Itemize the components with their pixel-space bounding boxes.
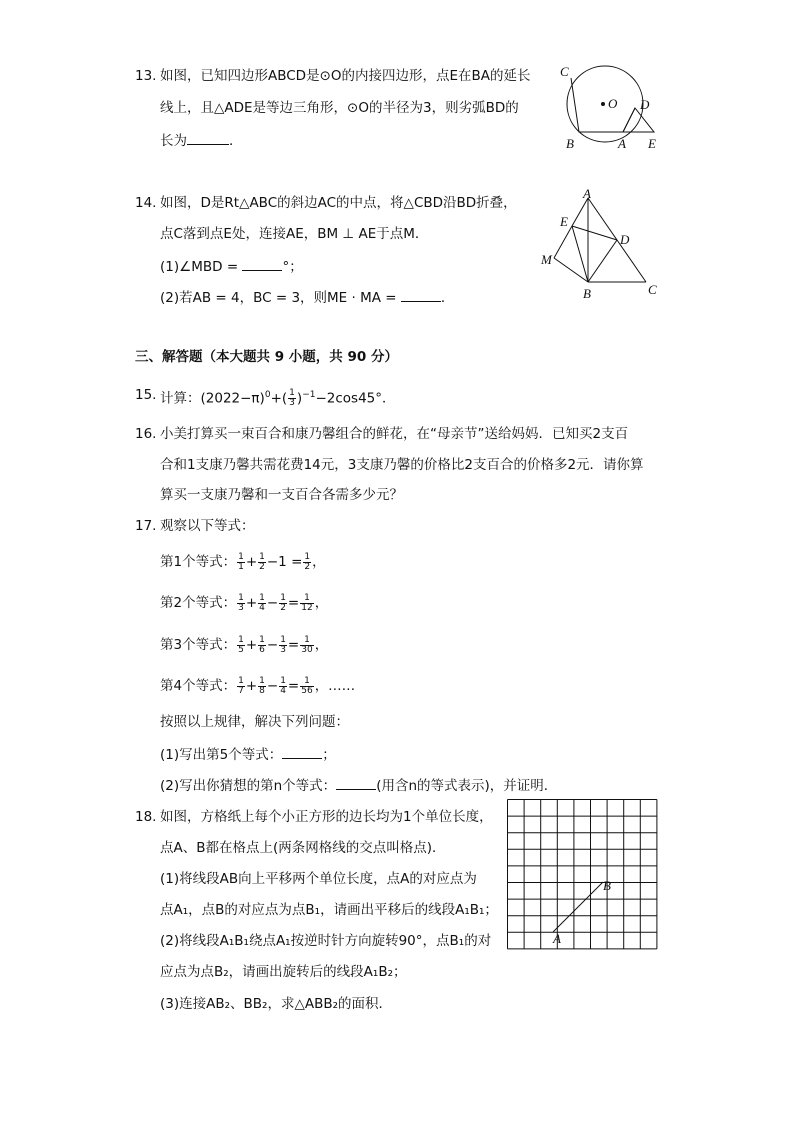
q16-line1: 小美打算买一束百合和康乃馨组合的鲜花，在“母亲节”送给妈妈．已知买2支百: [160, 426, 629, 442]
q13-prefix: 长为: [160, 133, 187, 149]
q15-number: 15.: [135, 387, 157, 403]
q17-equation-2: 第2个等式： $\frac{1}{3}$ + $\frac{1}{4}$ − $\frac{1}{2}$ = $\frac{1}{12}$ ，: [160, 592, 329, 613]
q17-part2: (2)写出你猜想的第n个等式： (用含n的等式表示)，并证明．: [160, 775, 557, 796]
q17-part1-blank[interactable]: [282, 744, 322, 759]
q13-label-E: E: [648, 136, 656, 151]
q14-label-A: A: [583, 186, 591, 201]
q13-line3: [160, 130, 243, 151]
q13-figure: [556, 60, 666, 152]
q14-line2: 点C落到点E处，连接AE，BM ⊥ AE于点M．: [160, 226, 429, 242]
q17-equation-4: 第4个等式： $\frac{1}{7}$ + $\frac{1}{8}$ − $\frac{1}{4}$ = $\frac{1}{56}$ ，……: [160, 675, 356, 696]
q17-number: 17.: [135, 518, 157, 534]
q13-seg-AD: [623, 108, 635, 132]
q17-rule: 按照以上规律，解决下列问题：: [160, 714, 349, 730]
q13-answer-blank[interactable]: [187, 130, 229, 145]
q14-part2-suffix: ．: [440, 290, 455, 306]
q17-part2-blank[interactable]: [336, 775, 376, 790]
q17-equation-3: 第3个等式： $\frac{1}{5}$ + $\frac{1}{6}$ − $\frac{1}{3}$ = $\frac{1}{30}$ ，: [160, 634, 329, 655]
q13-line1: 如图，已知四边形ABCD是⊙O的内接四边形，点E在BA的延长: [160, 68, 531, 84]
q17-part1: (1)写出第5个等式： ；: [160, 744, 336, 765]
q17-intro: 观察以下等式：: [160, 518, 255, 534]
q14-part1-suffix: °；: [282, 259, 303, 275]
q13-label-A: A: [618, 136, 626, 151]
q18-segment-AB: [553, 882, 603, 932]
q16-line3: 算买一支康乃馨和一支百合各需多少元？: [160, 487, 403, 503]
q14-line1: 如图，D是Rt△ABC的斜边AC的中点，将△CBD沿BD折叠，: [160, 195, 517, 211]
q15-fraction: $\frac{1}{3}$: [289, 388, 295, 408]
q13-number: 13.: [135, 68, 157, 84]
q18-grid-lines: [508, 800, 657, 949]
q14-part1-prefix: (1)∠MBD =: [160, 259, 239, 275]
q16-line2: 合和1支康乃馨共需花费14元，3支康乃馨的价格比2支百合的价格多2元．请你算: [160, 457, 644, 473]
q16-number: 16.: [135, 426, 157, 442]
q18-label-A: A: [553, 931, 561, 946]
q14-label-C: C: [648, 282, 657, 297]
q14-figure: [536, 186, 662, 304]
q18-line5: (2)将线段A₁B₁绕点A₁按逆时针方向旋转90°，点B₁的对: [160, 933, 492, 949]
q18-line4: 点A₁，点B的对应点为点B₁，请画出平移后的线段A₁B₁；: [160, 902, 498, 918]
q18-line1: 如图，方格纸上每个小正方形的边长均为1个单位长度，: [160, 809, 493, 825]
q14-number: 14.: [135, 195, 157, 211]
section3-title: 三、解答题（本大题共 9 小题，共 90 分）: [135, 349, 398, 365]
q18-number: 18.: [135, 809, 157, 825]
q14-part2-prefix: (2)若AB = 4，BC = 3，则ME · MA =: [160, 290, 397, 306]
q13-line2: 线上，且△ADE是等边三角形，⊙O的半径为3，则劣弧BD的: [160, 100, 519, 116]
q18-line7: (3)连接AB₂、BB₂，求△ABB₂的面积．: [160, 996, 393, 1012]
q18-line3: (1)将线段AB向上平移两个单位长度，点A的对应点为: [160, 871, 477, 887]
q15-expression: 计算：$(2022-\pi)^0+$( $\frac{1}{3}$ )$^{-1}$−2cos45°．: [160, 388, 396, 408]
q14-label-B: B: [583, 286, 591, 301]
q18-line2: 点A、B都在格点上(两条网格线的交点叫格点)．: [160, 840, 446, 856]
q13-label-D: D: [640, 97, 650, 112]
q13-label-O: O: [608, 96, 618, 111]
q14-label-E: E: [560, 214, 568, 229]
q14-label-M: M: [541, 252, 552, 267]
q17-equation-1: 第1个等式： $\frac{1}{1}$ + $\frac{1}{2}$ −1 = $\frac{1}{2}$ ，: [160, 551, 326, 572]
q14-label-D: D: [620, 232, 630, 247]
q13-center-dot: [601, 102, 605, 106]
q13-label-C: C: [560, 64, 569, 79]
q14-part2: [160, 287, 454, 308]
q13-label-B: B: [566, 136, 574, 151]
q14-part2-blank[interactable]: [401, 287, 441, 302]
q13-suffix: ．: [229, 133, 243, 149]
q18-label-B: B: [603, 878, 611, 893]
q14-part1: [160, 256, 303, 277]
q14-part1-blank[interactable]: [242, 256, 282, 271]
q18-line6: 应点为点B₂，请画出旋转后的线段A₁B₂；: [160, 964, 407, 980]
q18-grid-figure: [507, 799, 659, 951]
